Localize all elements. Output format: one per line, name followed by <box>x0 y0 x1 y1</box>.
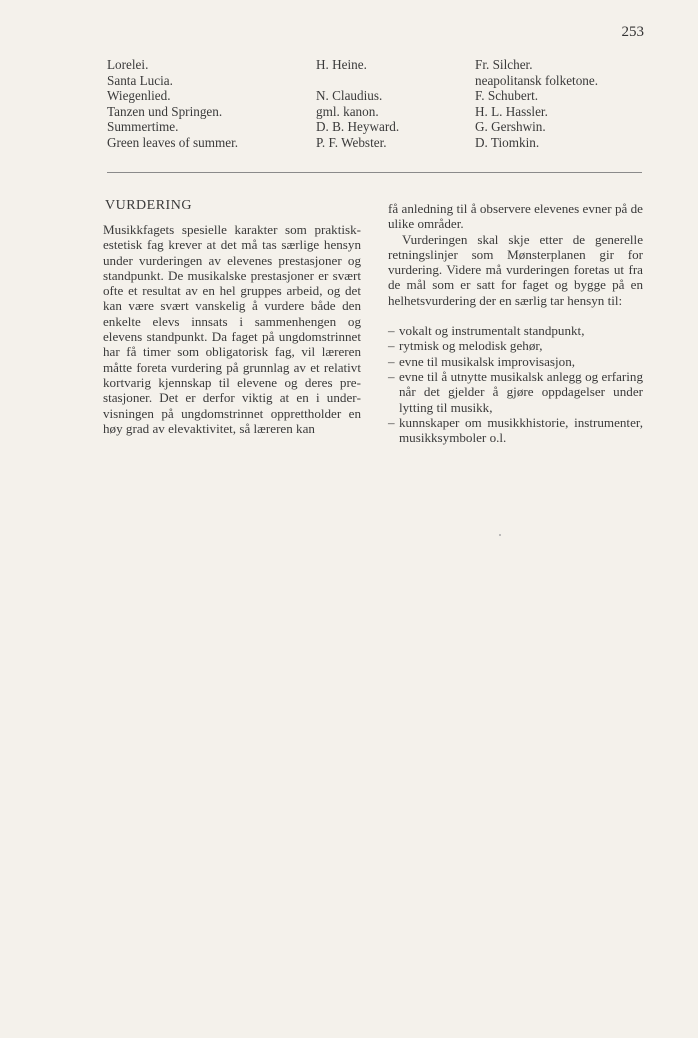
song-composer: F. Schubert. <box>475 88 539 104</box>
list-dash: – <box>388 414 395 430</box>
list-item <box>388 323 643 338</box>
list-item <box>388 369 643 415</box>
song-composer: H. L. Hassler. <box>475 103 548 119</box>
criteria-list <box>388 323 643 445</box>
list-dash: – <box>388 323 395 339</box>
song-lyricist: D. B. Heyward. <box>316 119 400 135</box>
song-composer: Fr. Silcher. <box>475 57 533 72</box>
body-paragraph: Musikkfagets spesielle karakter som praktisk-estetisk fag krever at det må tas særlige hensyn under vurderingen av elevenes prestasjoner og standpunkt. De musikalske prestasjoner er svært ofte et resultat av en hel gruppes arbeid, og det kan være svært vanskelig å vurdere både den enkelte elevs innsats i sammenhengen og elevens standpunkt. Da faget på ungdomstrinnet har få timer som obligatorisk fag, vil læreren måtte foreta vurdering på grunnlag av et relativt kortvarig kjennskap til elevene og deres prestasjoner. Det er derfor viktig at en i undervisningen på ungdomstrinnet opprettholder en høy grad av elevaktivitet, så læreren kan <box>103 222 361 436</box>
list-item <box>388 415 643 446</box>
list-item <box>388 354 643 369</box>
song-title: Summertime. <box>107 119 179 135</box>
list-item-text: vokalt og instrumentalt standpunkt, <box>399 323 585 339</box>
song-lyricist: P. F. Webster. <box>316 134 387 150</box>
list-item-text: evne til musikalsk improvisasjon, <box>399 353 576 369</box>
left-text-column <box>103 222 361 436</box>
list-item-text: kunnskaper om musikkhistorie, instrumenter, musikksymboler o.l. <box>399 414 643 446</box>
right-text-column <box>388 201 643 445</box>
song-composer: D. Tiomkin. <box>475 134 540 150</box>
body-paragraph: Vurderingen skal skje etter de generelle retningslinjer som Mønsterplanen gir for vurdering. Videre må vurderingen foretas ut fra de mål som er satt for faget og bygge på en helhetsvurdering der en særlig tar hensyn til: <box>388 231 643 308</box>
song-composer: G. Gershwin. <box>475 119 546 135</box>
list-item-text: evne til å utnytte musikalsk anlegg og erfaring når det gjelder å gjøre oppdagelser under lytting til musikk, <box>399 368 643 415</box>
song-lyricist: N. Claudius. <box>316 88 383 104</box>
list-dash: – <box>388 338 395 354</box>
song-composer: neapolitansk folketone. <box>475 72 599 88</box>
song-lyricist <box>316 73 399 89</box>
song-title: Lorelei. <box>107 57 149 72</box>
song-title: Tanzen und Springen. <box>107 103 223 119</box>
song-title: Santa Lucia. <box>107 72 173 88</box>
song-lyricist: H. Heine. <box>316 57 367 72</box>
song-title: Wiegenlied. <box>107 88 171 104</box>
song-title: Green leaves of summer. <box>107 134 239 150</box>
page-number: 253 <box>621 24 644 40</box>
body-paragraph: få anledning til å observere elevenes evner på de ulike områder. <box>388 201 643 232</box>
song-titles-column <box>107 57 238 151</box>
section-divider <box>107 172 642 173</box>
list-dash: – <box>388 353 395 369</box>
list-item-text: rytmisk og melodisk gehør, <box>399 338 543 354</box>
song-lyricists-column <box>316 57 399 151</box>
song-list <box>107 57 647 152</box>
list-dash: – <box>388 368 395 384</box>
paper-speck <box>499 534 501 536</box>
song-lyricist: gml. kanon. <box>316 103 379 119</box>
song-composers-column <box>475 57 598 151</box>
list-item <box>388 338 643 353</box>
section-heading: VURDERING <box>105 198 192 213</box>
